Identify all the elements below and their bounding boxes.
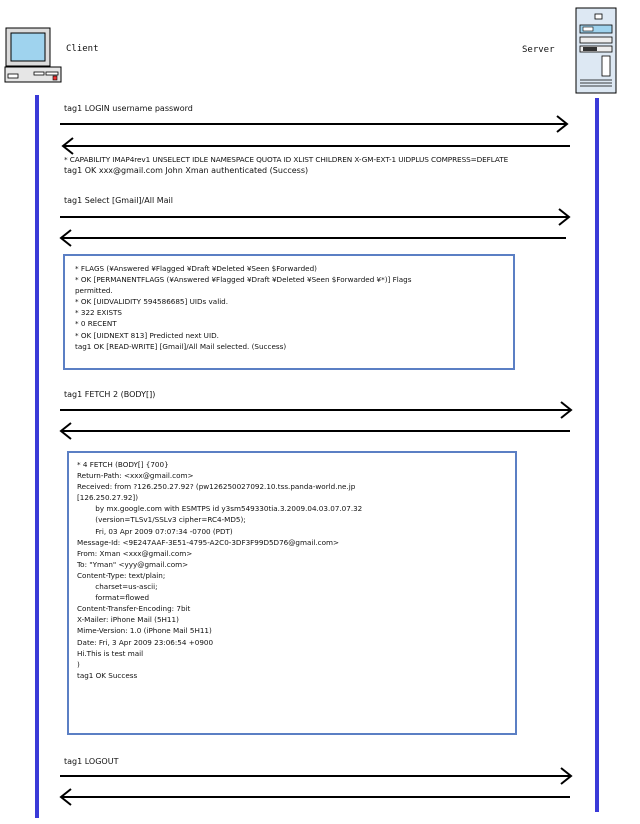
login-ok-message: tag1 OK xxx@gmail.com John Xman authenticated (Success) (64, 166, 309, 175)
fetch-response-box (67, 451, 517, 735)
fetch-response-line: To: "Yman" <yyy@gmail.com> (77, 559, 189, 569)
fetch-response-line: tag1 OK Success (77, 670, 138, 680)
client-computer-icon (5, 28, 61, 82)
fetch-response-line: Return-Path: <xxx@gmail.com> (77, 471, 194, 481)
fetch-response-line: Mime-Version: 1.0 (iPhone Mail 5H11) (77, 626, 212, 636)
fetch-response-line: Received: from ?126.250.27.92? (pw126250027092.10.tss.panda-world.ne.jp (77, 482, 356, 492)
server-label: Server (522, 45, 555, 55)
select-response-line: * OK [UIDVALIDITY 594586685] UIDs valid. (75, 297, 229, 307)
select-response-box (63, 254, 515, 370)
fetch-response-line: * 4 FETCH (BODY[] {700} (77, 460, 169, 469)
fetch-response-line: From: Xman <xxx@gmail.com> (77, 548, 193, 558)
fetch-message: tag1 FETCH 2 (BODY[]) (64, 390, 156, 399)
select-response-line: * 322 EXISTS (75, 308, 122, 318)
fetch-response-line: charset=us-ascii; (77, 582, 158, 592)
fetch-response-line: Content-Transfer-Encoding: 7bit (77, 604, 191, 614)
fetch-response-line: Message-Id: <9E247AAF-3E51-4795-A2C0-3DF3F99D5D76@gmail.com> (77, 537, 340, 547)
client-label: Client (66, 44, 99, 54)
capability-message: * CAPABILITY IMAP4rev1 UNSELECT IDLE NAMESPACE QUOTA ID XLIST CHILDREN X-GM-EXT-1 UIDPLUS COMPRESS=DEFLATE (64, 155, 509, 164)
fetch-response-line: by mx.google.com with ESMTPS id y3sm549330tia.3.2009.04.03.07.07.32 (77, 504, 363, 514)
logout-message: tag1 LOGOUT (64, 757, 119, 766)
server-tower-icon (576, 8, 616, 93)
select-response-line: permitted. (75, 286, 113, 296)
select-response-line: tag1 OK [READ-WRITE] [Gmail]/All Mail selected. (Success) (75, 341, 287, 351)
fetch-response-line: [126.250.27.92]) (77, 493, 138, 503)
fetch-response-line: (version=TLSv1/SSLv3 cipher=RC4-MD5); (77, 515, 246, 525)
select-response-line: * OK [PERMANENTFLAGS (¥Answered ¥Flagged ¥Draft ¥Deleted ¥Seen $Forwarded ¥*)] Flags (75, 275, 412, 285)
select-response-line: * FLAGS (¥Answered ¥Flagged ¥Draft ¥Deleted ¥Seen $Forwarded) (75, 264, 317, 273)
select-response-line: * OK [UIDNEXT 813] Predicted next UID. (75, 330, 219, 340)
select-response-line: * 0 RECENT (75, 319, 117, 329)
fetch-response-line: format=flowed (77, 593, 150, 603)
login-message: tag1 LOGIN username password (64, 104, 193, 113)
fetch-response-line: ) (77, 659, 80, 669)
fetch-response-line: Date: Fri, 3 Apr 2009 23:06:54 +0900 (77, 637, 214, 647)
fetch-response-line: Content-Type: text/plain; (77, 570, 166, 580)
fetch-response-line: X-Mailer: iPhone Mail (5H11) (77, 615, 179, 625)
fetch-response-line: Hi.This is test mail (77, 648, 144, 658)
fetch-response-line: Fri, 03 Apr 2009 07:07:34 -0700 (PDT) (77, 526, 233, 536)
select-message: tag1 Select [Gmail]/All Mail (64, 196, 173, 205)
